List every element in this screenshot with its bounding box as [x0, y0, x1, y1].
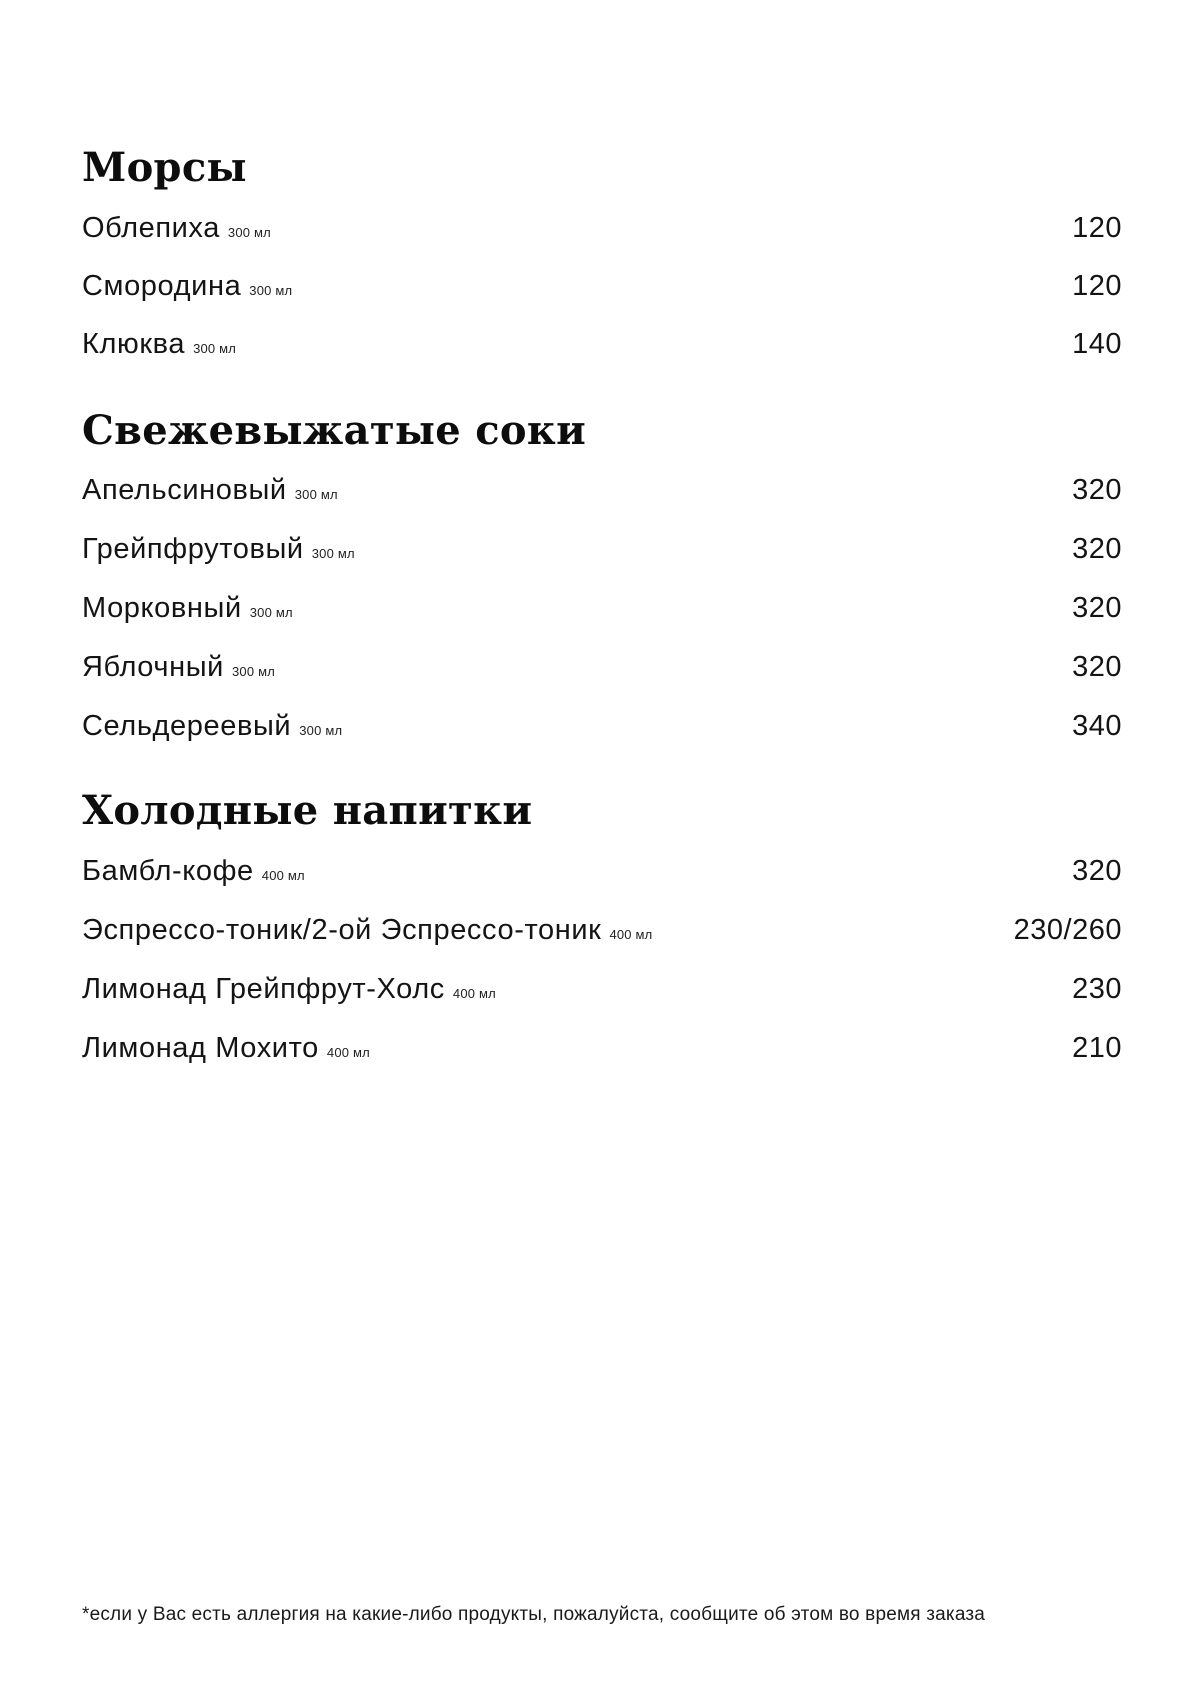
- item-name: Облепиха: [82, 212, 220, 244]
- menu-item: [82, 533, 1122, 573]
- menu-item: [82, 474, 1122, 514]
- section-title-mors: Морсы: [82, 144, 247, 191]
- item-name: Бамбл-кофе: [82, 855, 254, 887]
- item-price: 320: [1072, 592, 1122, 624]
- allergy-footnote: *если у Вас есть аллергия на какие-либо продукты, пожалуйста, сообщите об этом во время заказа: [82, 1604, 986, 1625]
- item-price: 210: [1072, 1032, 1122, 1064]
- item-name: Морковный: [82, 592, 242, 624]
- item-price: 230/260: [1013, 914, 1122, 946]
- menu-item: [82, 270, 1122, 310]
- item-volume: 300 мл: [231, 664, 275, 679]
- item-volume: 400 мл: [609, 927, 653, 942]
- section-title-cold-drinks: Холодные напитки: [82, 787, 533, 834]
- item-price: 340: [1072, 710, 1122, 742]
- item-volume: 400 мл: [261, 868, 305, 883]
- item-name: Апельсиновый: [82, 474, 287, 506]
- item-volume: 300 мл: [249, 605, 293, 620]
- item-volume: 300 мл: [294, 487, 338, 502]
- item-volume: 300 мл: [227, 225, 271, 240]
- menu-item: [82, 914, 1122, 954]
- item-volume: 300 мл: [311, 546, 355, 561]
- item-name: Грейпфрутовый: [82, 533, 304, 565]
- item-name: Смородина: [82, 270, 242, 302]
- menu-item: [82, 212, 1122, 252]
- item-volume: 400 мл: [452, 986, 496, 1001]
- item-name: Лимонад Мохито: [82, 1032, 319, 1064]
- section-title-fresh-juices: Свежевыжатые соки: [82, 407, 587, 454]
- item-name: Лимонад Грейпфрут-Холс: [82, 973, 445, 1005]
- item-name: Эспрессо-тоник/2-ой Эспрессо-тоник: [82, 914, 602, 946]
- menu-item: [82, 651, 1122, 691]
- item-price: 320: [1072, 855, 1122, 887]
- menu-item: [82, 328, 1122, 368]
- item-price: 230: [1072, 973, 1122, 1005]
- item-name: Клюква: [82, 328, 186, 360]
- item-volume: 400 мл: [326, 1045, 370, 1060]
- item-price: 140: [1072, 328, 1122, 360]
- menu-item: [82, 1032, 1122, 1072]
- item-price: 320: [1072, 651, 1122, 683]
- menu-item: [82, 592, 1122, 632]
- item-price: 120: [1072, 212, 1122, 244]
- item-volume: 300 мл: [193, 341, 237, 356]
- item-name: Яблочный: [82, 651, 224, 683]
- item-volume: 300 мл: [299, 723, 343, 738]
- menu-item: [82, 710, 1122, 750]
- item-price: 320: [1072, 474, 1122, 506]
- item-price: 120: [1072, 270, 1122, 302]
- item-name: Сельдереевый: [82, 710, 292, 742]
- menu-item: [82, 973, 1122, 1013]
- menu-item: [82, 855, 1122, 895]
- item-volume: 300 мл: [249, 283, 293, 298]
- item-price: 320: [1072, 533, 1122, 565]
